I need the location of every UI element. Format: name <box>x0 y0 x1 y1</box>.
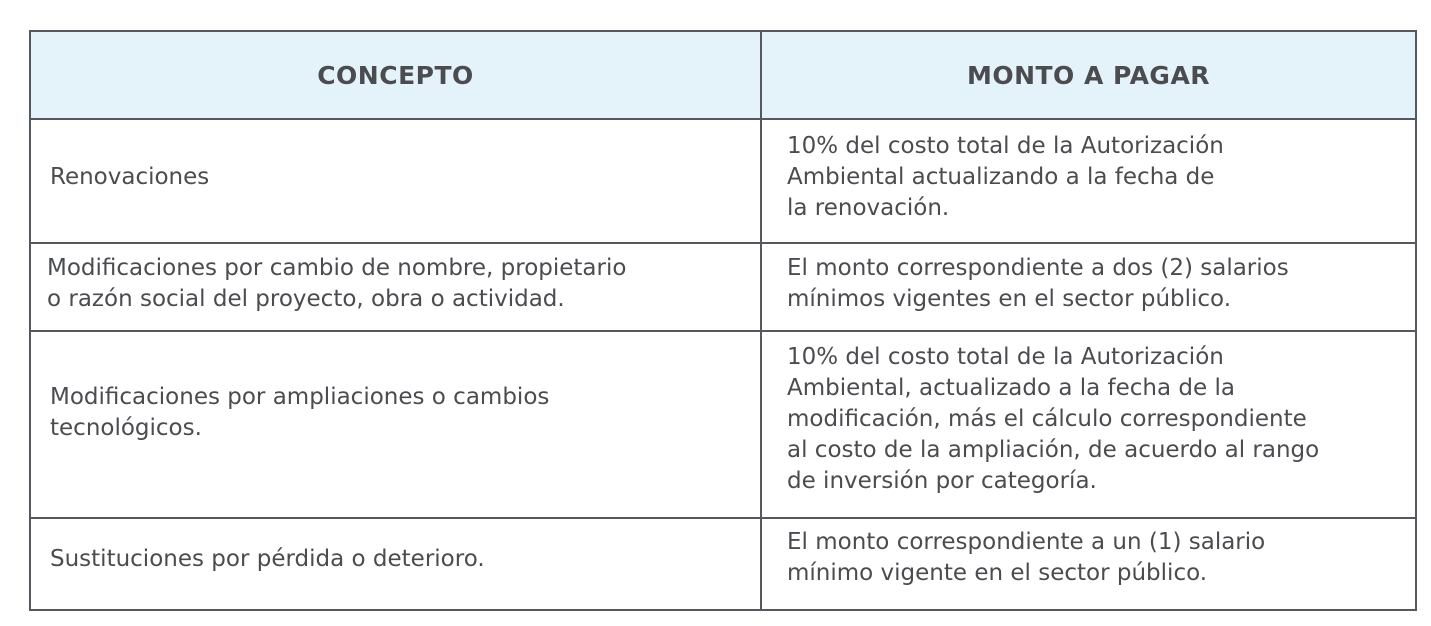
monto-cell <box>761 331 1416 518</box>
header-concepto: CONCEPTO <box>30 31 761 119</box>
monto-text: El monto correspondiente a dos (2) salarios mínimos vigentes en el sector público. <box>787 255 1289 312</box>
monto-cell <box>761 243 1416 331</box>
monto-text: 10% del costo total de la Autorización Ambiental, actualizado a la fecha de la modificación, más el cálculo correspondiente al costo de la ampliación, de acuerdo al rango de inversión por categoría. <box>787 344 1320 494</box>
monto-text: 10% del costo total de la Autorización Ambiental actualizando a la fecha de la renovación. <box>787 132 1224 221</box>
concepto-cell <box>30 119 761 243</box>
monto-cell <box>761 119 1416 243</box>
table-row <box>30 331 1416 518</box>
table-row <box>30 518 1416 610</box>
concepto-text: Modificaciones por cambio de nombre, propietario o razón social del proyecto, obra o actividad. <box>47 255 627 312</box>
monto-cell <box>761 518 1416 610</box>
concepto-cell <box>30 518 761 610</box>
concepto-cell <box>30 331 761 518</box>
concepto-text: Sustituciones por pérdida o deterioro. <box>50 545 485 572</box>
table-row <box>30 243 1416 331</box>
fee-table <box>29 30 1417 611</box>
concepto-cell <box>30 243 761 331</box>
concepto-text: Modificaciones por ampliaciones o cambios tecnológicos. <box>50 383 550 441</box>
table-header-row <box>30 31 1416 119</box>
concepto-text: Renovaciones <box>50 163 210 190</box>
table-row <box>30 119 1416 243</box>
header-monto-a-pagar: MONTO A PAGAR <box>761 31 1416 119</box>
monto-text: El monto correspondiente a un (1) salario mínimo vigente en el sector público. <box>787 529 1266 586</box>
